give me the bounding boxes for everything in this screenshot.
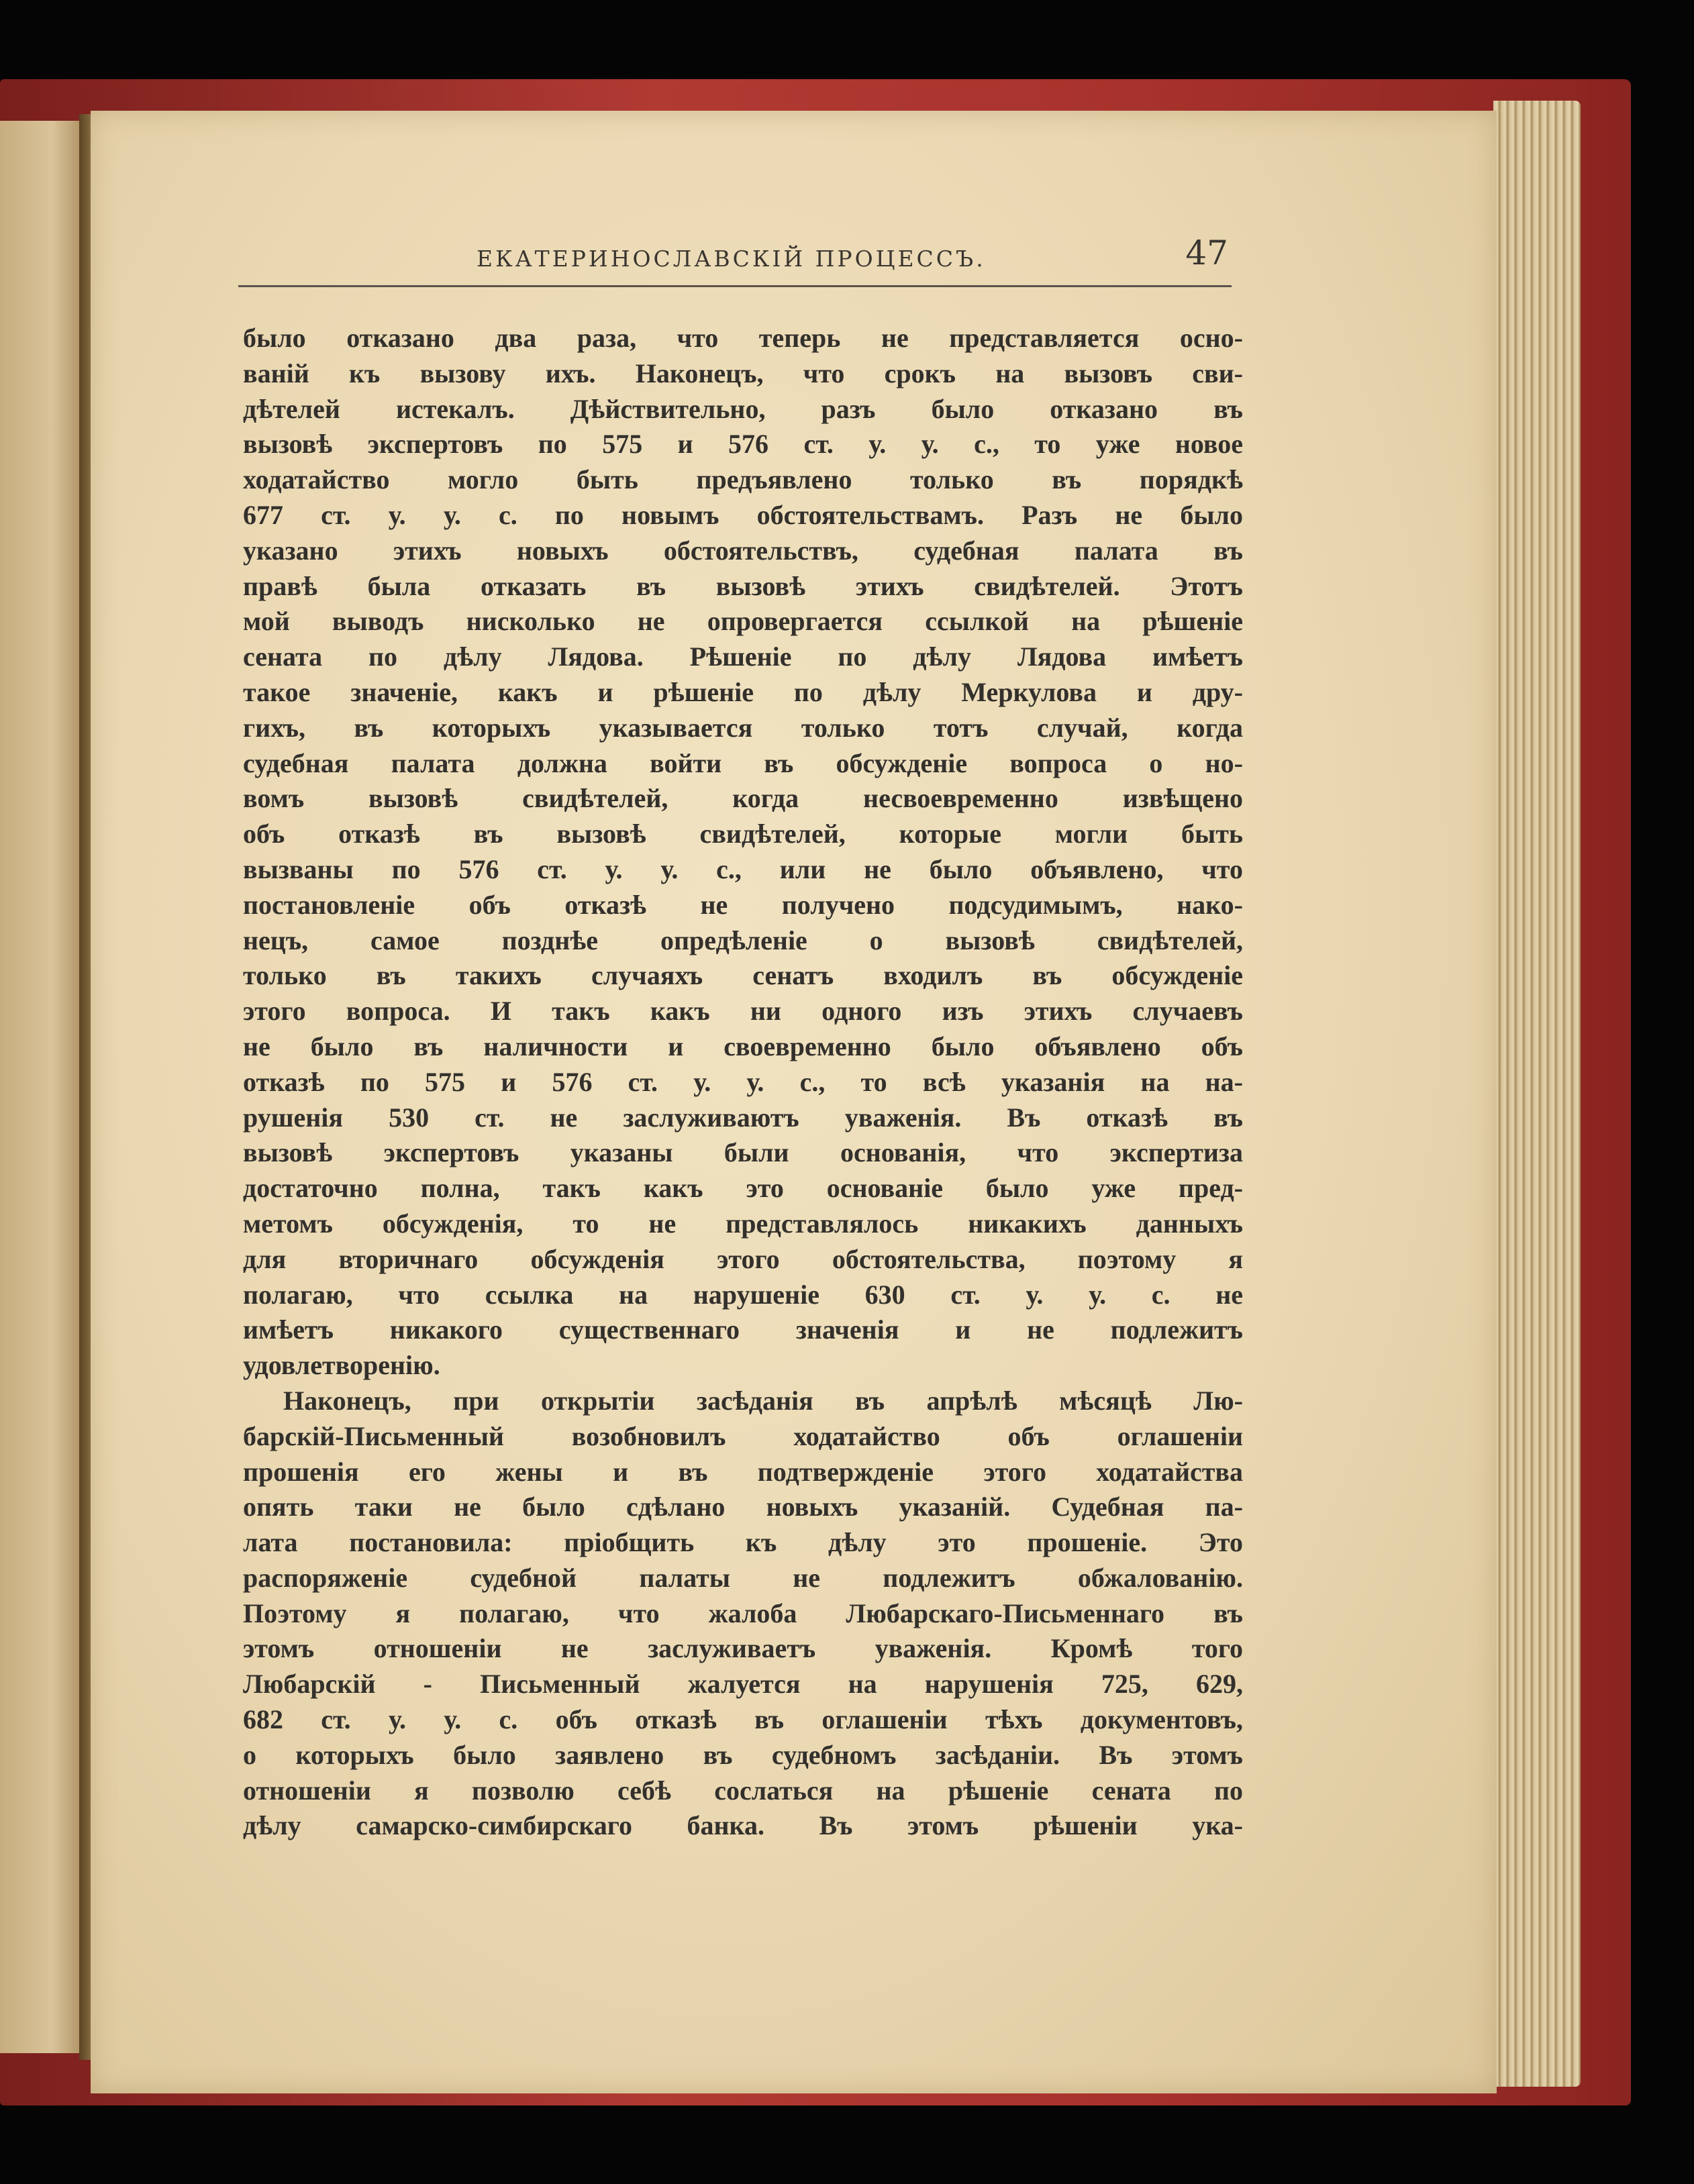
- text-line: ваній къ вызову ихъ. Наконецъ, что срокъ на вызовъ сви-: [243, 358, 1243, 388]
- text-line: этомъ отношеніи не заслуживаетъ уваженія. Кромѣ того: [243, 1633, 1243, 1664]
- text-line: гихъ, въ которыхъ указывается только тотъ случай, когда: [243, 712, 1243, 743]
- text-line: мой выводъ нисколько не опровергается ссылкой на рѣшеніе: [243, 606, 1243, 637]
- body-text: [243, 321, 1243, 1844]
- text-line: вомъ вызовѣ свидѣтелей, когда несвоевременно извѣщено: [243, 783, 1243, 814]
- text-line: такое значеніе, какъ и рѣшеніе по дѣлу Меркулова и дру-: [243, 676, 1243, 707]
- text-line: постановленіе объ отказѣ не получено подсудимымъ, нако-: [243, 889, 1243, 920]
- page-header: [242, 233, 1228, 280]
- text-line: указано этихъ новыхъ обстоятельствъ, судебная палата въ: [243, 535, 1243, 566]
- text-line: метомъ обсужденія, то не представлялось никакихъ данныхъ: [243, 1208, 1243, 1239]
- text-line: дѣтелей истекалъ. Дѣйствительно, разъ было отказано въ: [243, 393, 1243, 424]
- facing-page-edge: [0, 121, 87, 2053]
- text-line: объ отказѣ въ вызовѣ свидѣтелей, которые могли быть: [243, 819, 1243, 849]
- text-line: судебная палата должна войти въ обсужденіе вопроса о но-: [243, 747, 1243, 778]
- text-line: правѣ была отказать въ вызовѣ этихъ свидѣтелей. Этотъ: [243, 570, 1243, 601]
- text-line: сената по дѣлу Лядова. Рѣшеніе по дѣлу Лядова имѣетъ: [243, 641, 1243, 672]
- text-line: достаточно полна, такъ какъ это основаніе было уже пред-: [243, 1173, 1243, 1204]
- text-line: вызовѣ экспертовъ по 575 и 576 ст. у. у. с., то уже новое: [243, 429, 1243, 460]
- text-line: опять таки не было сдѣлано новыхъ указаній. Судебная па-: [243, 1492, 1243, 1522]
- text-line: для вторичнаго обсужденія этого обстоятельства, поэтому я: [243, 1243, 1243, 1274]
- text-line: Наконецъ, при открытіи засѣданія въ апрѣлѣ мѣсяцѣ Лю-: [283, 1385, 1243, 1416]
- text-line: ходатайство могло быть предъявлено только въ порядкѣ: [243, 464, 1243, 495]
- text-line: вызваны по 576 ст. у. у. с., или не было объявлено, что: [243, 853, 1243, 884]
- text-line: отказѣ по 575 и 576 ст. у. у. с., то всѣ указанія на на-: [243, 1066, 1243, 1097]
- running-title: ЕКАТЕРИНОСЛАВСКІЙ ПРОЦЕССЪ.: [477, 246, 986, 272]
- text-line: было отказано два раза, что теперь не представляется осно-: [243, 323, 1243, 353]
- text-line: барскій-Письменный возобновилъ ходатайство объ оглашеніи: [243, 1420, 1243, 1451]
- text-line: не было въ наличности и своевременно было объявлено объ: [243, 1031, 1243, 1061]
- text-line: Поэтому я полагаю, что жалоба Любарскаго-Письменнаго въ: [243, 1598, 1243, 1628]
- text-line: удовлетворенію.: [243, 1350, 440, 1381]
- text-line: 677 ст. у. у. с. по новымъ обстоятельствамъ. Разъ не было: [243, 499, 1243, 530]
- text-line: рушенія 530 ст. не заслуживаютъ уваженія. Въ отказѣ въ: [243, 1102, 1243, 1133]
- text-line: распоряженіе судебной палаты не подлежитъ обжалованію.: [243, 1562, 1243, 1593]
- text-line: нецъ, самое позднѣе опредѣленіе о вызовѣ свидѣтелей,: [243, 925, 1243, 955]
- text-line: Любарскій - Письменный жалуется на нарушенія 725, 629,: [243, 1669, 1243, 1700]
- text-line: имѣетъ никакого существеннаго значенія и не подлежитъ: [243, 1314, 1243, 1345]
- page-number: 47: [1185, 233, 1228, 272]
- text-line: прошенія его жены и въ подтвержденіе этого ходатайства: [243, 1456, 1243, 1487]
- text-line: о которыхъ было заявлено въ судебномъ засѣданіи. Въ этомъ: [243, 1739, 1243, 1770]
- text-line: лата постановила: пріобщить къ дѣлу это прошеніе. Это: [243, 1527, 1243, 1558]
- header-rule: [238, 285, 1232, 287]
- text-line: дѣлу самарско-симбирскаго банка. Въ этомъ рѣшеніи ука-: [243, 1810, 1243, 1841]
- text-line: только въ такихъ случаяхъ сенатъ входилъ въ обсужденіе: [243, 960, 1243, 991]
- text-line: вызовѣ экспертовъ указаны были основанія, что экспертиза: [243, 1137, 1243, 1168]
- text-line: 682 ст. у. у. с. объ отказѣ въ оглашеніи тѣхъ документовъ,: [243, 1704, 1243, 1735]
- page-edges: [1493, 101, 1581, 2087]
- text-line: этого вопроса. И такъ какъ ни одного изъ этихъ случаевъ: [243, 996, 1243, 1027]
- text-line: полагаю, что ссылка на нарушеніе 630 ст. у. у. с. не: [243, 1279, 1243, 1310]
- text-line: отношеніи я позволю себѣ сослаться на рѣшеніе сената по: [243, 1775, 1243, 1806]
